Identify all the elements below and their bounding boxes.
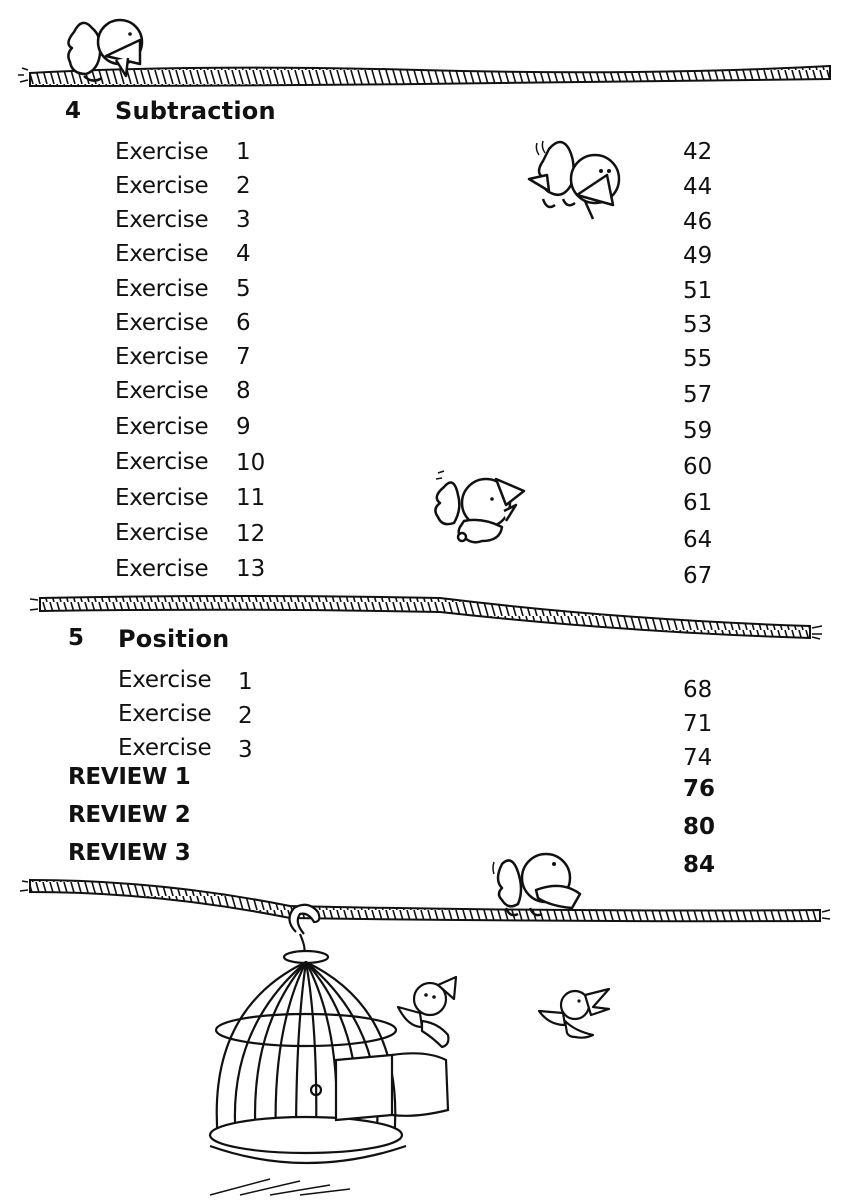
escaping-bird-icon — [392, 975, 472, 1055]
exercise-number: 8 — [236, 378, 251, 404]
chapter-title-position[interactable]: Position — [118, 625, 230, 653]
review-page-number[interactable]: 80 — [683, 814, 716, 840]
bird-on-bottom-rope-icon — [488, 850, 588, 922]
page-number[interactable]: 57 — [683, 382, 713, 408]
page-number[interactable]: 74 — [683, 745, 713, 771]
exercise-label[interactable]: Exercise — [115, 520, 209, 546]
exercise-label[interactable]: Exercise — [115, 207, 209, 233]
exercise-number: 10 — [236, 450, 266, 476]
page-number[interactable]: 68 — [683, 677, 713, 703]
exercise-label[interactable]: Exercise — [115, 344, 209, 370]
exercise-number: 3 — [236, 207, 251, 233]
bird-on-rope-icon — [62, 14, 162, 86]
flying-bird-icon — [525, 135, 635, 220]
exercise-number: 3 — [238, 737, 253, 763]
exercise-number: 2 — [236, 173, 251, 199]
exercise-number: 12 — [236, 521, 266, 547]
exercise-label[interactable]: Exercise — [115, 556, 209, 582]
page-number[interactable]: 64 — [683, 527, 713, 553]
exercise-number: 5 — [236, 276, 251, 302]
review-page-number[interactable]: 76 — [683, 776, 716, 802]
exercise-label[interactable]: Exercise — [115, 310, 209, 336]
exercise-number: 9 — [236, 414, 251, 440]
exercise-label[interactable]: Exercise — [115, 378, 209, 404]
page-number[interactable]: 67 — [683, 563, 713, 589]
exercise-number: 4 — [236, 241, 251, 267]
page-number[interactable]: 49 — [683, 243, 713, 269]
review-page-number[interactable]: 84 — [683, 852, 716, 878]
exercise-number: 13 — [236, 556, 266, 582]
page-number[interactable]: 46 — [683, 209, 713, 235]
review-label[interactable]: REVIEW 2 — [68, 802, 191, 828]
exercise-label[interactable]: Exercise — [115, 276, 209, 302]
exercise-label[interactable]: Exercise — [118, 667, 212, 693]
page-number[interactable]: 51 — [683, 278, 713, 304]
exercise-label[interactable]: Exercise — [118, 735, 212, 761]
page-number[interactable]: 71 — [683, 711, 713, 737]
exercise-label[interactable]: Exercise — [115, 414, 209, 440]
exercise-number: 1 — [236, 139, 251, 165]
review-label[interactable]: REVIEW 3 — [68, 840, 191, 866]
page-number[interactable]: 59 — [683, 418, 713, 444]
chapter-number: 4 — [65, 98, 82, 124]
exercise-label[interactable]: Exercise — [115, 241, 209, 267]
exercise-label[interactable]: Exercise — [115, 485, 209, 511]
page-number[interactable]: 55 — [683, 346, 713, 372]
page-number[interactable]: 53 — [683, 312, 713, 338]
shadow-strokes — [200, 1175, 360, 1200]
page-number[interactable]: 60 — [683, 454, 713, 480]
page-number[interactable]: 44 — [683, 174, 713, 200]
exercise-number: 2 — [238, 703, 253, 729]
flying-bird-icon-2 — [428, 465, 528, 550]
exercise-number: 11 — [236, 485, 266, 511]
exercise-label[interactable]: Exercise — [115, 173, 209, 199]
review-label[interactable]: REVIEW 1 — [68, 764, 191, 790]
exercise-label[interactable]: Exercise — [115, 449, 209, 475]
exercise-number: 1 — [238, 669, 253, 695]
chapter-title-subtraction[interactable]: Subtraction — [115, 97, 276, 125]
chapter-number: 5 — [68, 625, 85, 651]
exercise-number: 6 — [236, 310, 251, 336]
exercise-label[interactable]: Exercise — [118, 701, 212, 727]
flying-bird-icon-3 — [535, 985, 615, 1045]
page-number[interactable]: 42 — [683, 139, 713, 165]
exercise-number: 7 — [236, 344, 251, 370]
page-number[interactable]: 61 — [683, 490, 713, 516]
exercise-label[interactable]: Exercise — [115, 139, 209, 165]
